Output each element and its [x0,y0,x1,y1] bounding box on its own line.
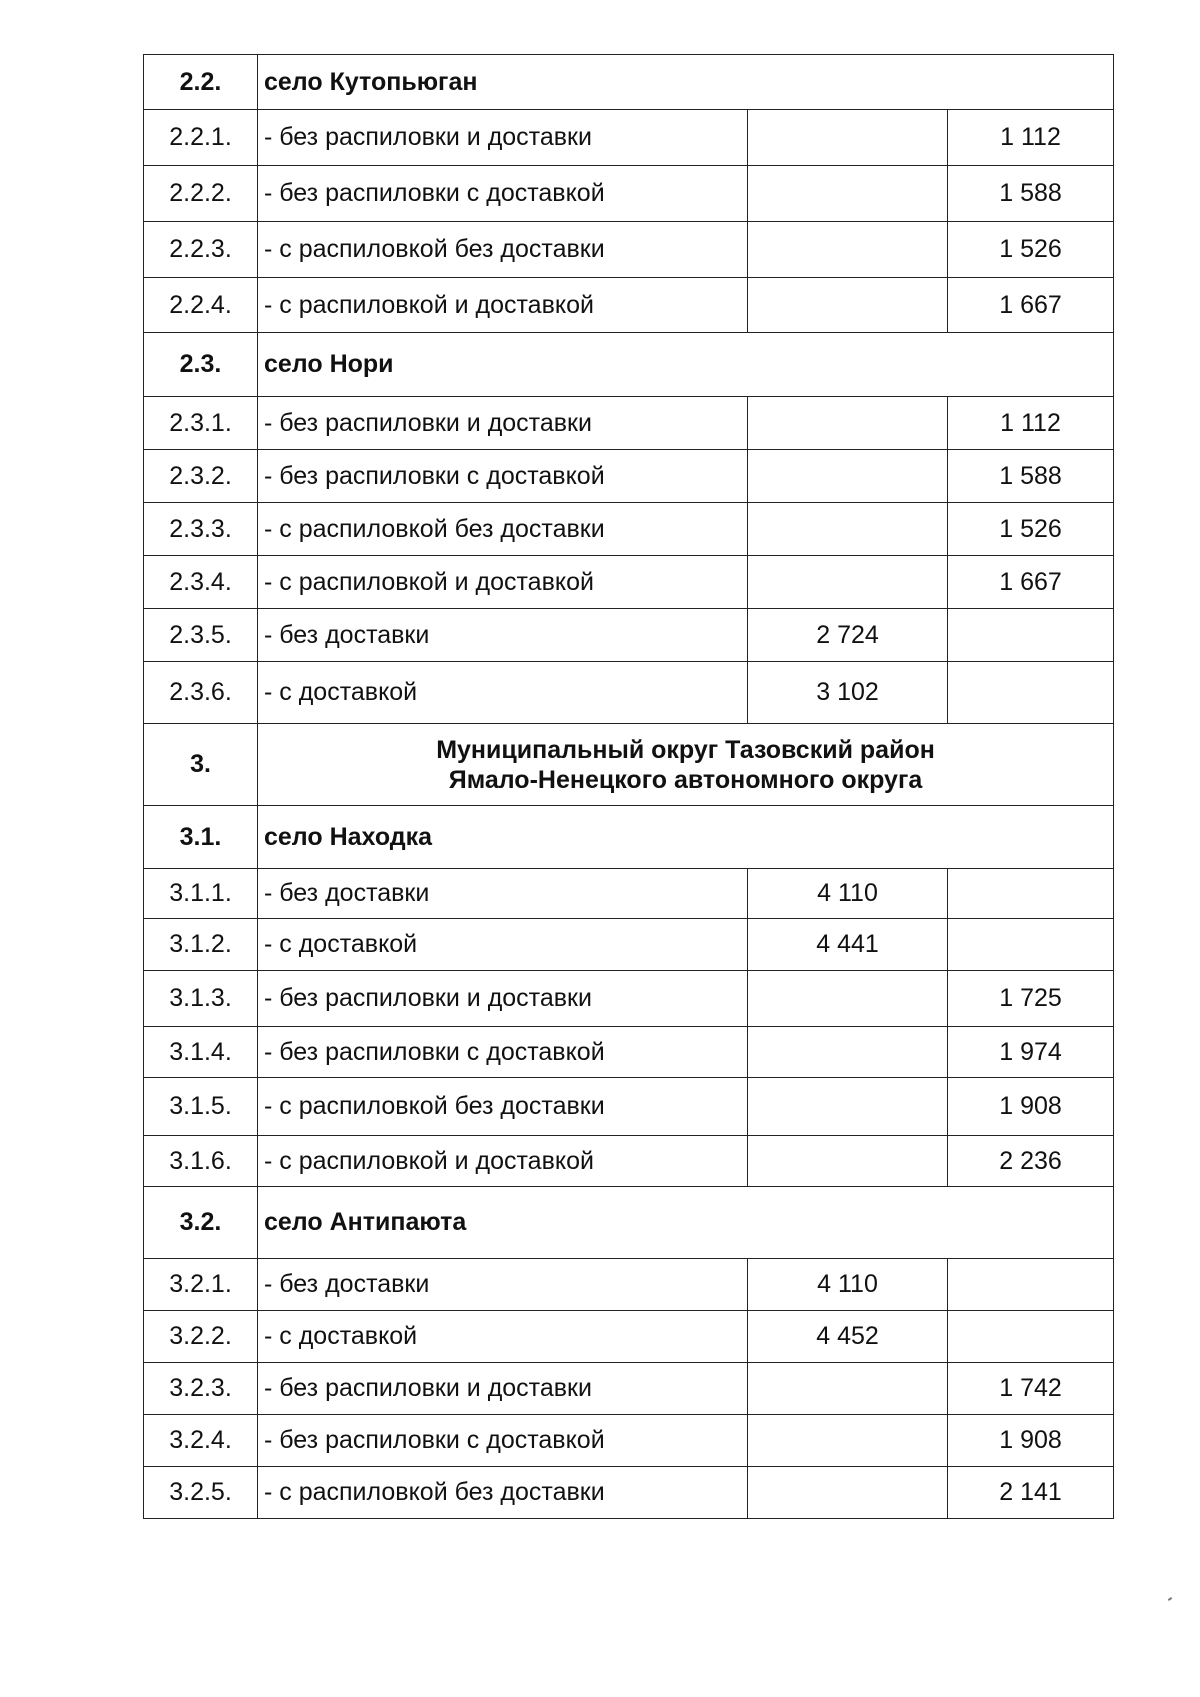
row-number: 3.1.2. [144,919,258,971]
table-row [144,919,1114,971]
row-value-col3 [748,503,948,556]
price-table [143,54,1114,1519]
row-value-col4 [948,609,1114,662]
row-value-col4 [948,919,1114,971]
row-number: 3.1.3. [144,971,258,1027]
row-description: - без распиловки и доставки [258,971,748,1027]
row-value-col4: 1 908 [948,1078,1114,1136]
table-row [144,1136,1114,1187]
row-description: - с доставкой [258,1311,748,1363]
section-row [144,333,1114,397]
row-description: - с доставкой [258,662,748,724]
table-row [144,662,1114,724]
row-value-col3 [748,110,948,166]
row-value-col4: 1 974 [948,1027,1114,1078]
region-title-line-2: Ямало-Ненецкого автономного округа [448,765,923,794]
section-title: село Кутопьюган [258,55,1114,110]
row-description: - с распиловкой без доставки [258,1467,748,1519]
row-description: - без доставки [258,869,748,919]
region-number: 3. [144,724,258,806]
table-row [144,556,1114,609]
row-number: 2.3.6. [144,662,258,724]
row-description: - без доставки [258,1259,748,1311]
row-number: 2.3.5. [144,609,258,662]
row-number: 3.2.2. [144,1311,258,1363]
row-value-col4: 1 526 [948,222,1114,278]
region-title [258,724,1114,806]
table-row [144,278,1114,333]
table-row [144,609,1114,662]
row-value-col3 [748,1027,948,1078]
row-number: 2.3.3. [144,503,258,556]
row-value-col4 [948,869,1114,919]
row-number: 2.2.4. [144,278,258,333]
row-number: 3.1.5. [144,1078,258,1136]
row-value-col4: 1 112 [948,110,1114,166]
row-value-col3 [748,1363,948,1415]
row-value-col4: 1 667 [948,556,1114,609]
section-title: село Нори [258,333,1114,397]
row-value-col3 [748,222,948,278]
table-row [144,450,1114,503]
table-row [144,110,1114,166]
row-description: - без распиловки и доставки [258,397,748,450]
section-row [144,1187,1114,1259]
row-value-col3: 2 724 [748,609,948,662]
row-value-col3 [748,1415,948,1467]
row-value-col4: 2 141 [948,1467,1114,1519]
row-value-col4: 1 526 [948,503,1114,556]
row-value-col3: 3 102 [748,662,948,724]
region-title-line-1: Муниципальный округ Тазовский район [436,735,935,764]
row-value-col3 [748,556,948,609]
region-row [144,724,1114,806]
row-description: - с распиловкой без доставки [258,503,748,556]
scan-speck [1168,1597,1172,1601]
section-number: 2.2. [144,55,258,110]
row-value-col4: 2 236 [948,1136,1114,1187]
row-number: 3.1.4. [144,1027,258,1078]
table-row [144,503,1114,556]
row-description: - с распиловкой без доставки [258,1078,748,1136]
row-value-col3: 4 110 [748,1259,948,1311]
section-row [144,806,1114,869]
row-number: 3.2.3. [144,1363,258,1415]
table-row [144,869,1114,919]
row-number: 2.2.2. [144,166,258,222]
row-value-col3 [748,1467,948,1519]
row-value-col3 [748,1078,948,1136]
section-row [144,55,1114,110]
section-number: 3.2. [144,1187,258,1259]
row-number: 3.2.1. [144,1259,258,1311]
table-row [144,397,1114,450]
section-number: 3.1. [144,806,258,869]
row-description: - без распиловки и доставки [258,110,748,166]
row-value-col3: 4 110 [748,869,948,919]
row-value-col4: 1 908 [948,1415,1114,1467]
row-value-col3: 4 452 [748,1311,948,1363]
row-description: - с распиловкой и доставкой [258,556,748,609]
row-description: - с распиловкой и доставкой [258,278,748,333]
row-number: 3.1.6. [144,1136,258,1187]
row-value-col3 [748,397,948,450]
row-description: - без распиловки с доставкой [258,1027,748,1078]
row-value-col3 [748,971,948,1027]
row-description: - без распиловки и доставки [258,1363,748,1415]
row-value-col4: 1 742 [948,1363,1114,1415]
row-number: 2.3.2. [144,450,258,503]
row-description: - без распиловки с доставкой [258,450,748,503]
section-title: село Находка [258,806,1114,869]
table-row [144,1311,1114,1363]
row-value-col3: 4 441 [748,919,948,971]
row-number: 3.1.1. [144,869,258,919]
section-title: село Антипаюта [258,1187,1114,1259]
row-value-col4 [948,662,1114,724]
row-number: 2.2.1. [144,110,258,166]
table-row [144,1415,1114,1467]
row-number: 3.2.4. [144,1415,258,1467]
row-value-col4: 1 725 [948,971,1114,1027]
row-value-col4 [948,1259,1114,1311]
row-description: - без распиловки с доставкой [258,166,748,222]
table-row [144,166,1114,222]
row-description: - без доставки [258,609,748,662]
row-value-col3 [748,278,948,333]
row-value-col4: 1 112 [948,397,1114,450]
row-number: 3.2.5. [144,1467,258,1519]
row-number: 2.3.1. [144,397,258,450]
table-row [144,1027,1114,1078]
row-value-col4 [948,1311,1114,1363]
row-value-col4: 1 588 [948,450,1114,503]
row-number: 2.3.4. [144,556,258,609]
row-description: - с распиловкой и доставкой [258,1136,748,1187]
row-value-col4: 1 588 [948,166,1114,222]
table-row [144,1467,1114,1519]
table-row [144,222,1114,278]
table-row [144,971,1114,1027]
table-row [144,1363,1114,1415]
row-value-col4: 1 667 [948,278,1114,333]
price-table-body [144,55,1114,1519]
section-number: 2.3. [144,333,258,397]
row-value-col3 [748,166,948,222]
row-description: - без распиловки с доставкой [258,1415,748,1467]
row-number: 2.2.3. [144,222,258,278]
row-value-col3 [748,450,948,503]
table-row [144,1078,1114,1136]
row-description: - с распиловкой без доставки [258,222,748,278]
row-description: - с доставкой [258,919,748,971]
row-value-col3 [748,1136,948,1187]
table-row [144,1259,1114,1311]
